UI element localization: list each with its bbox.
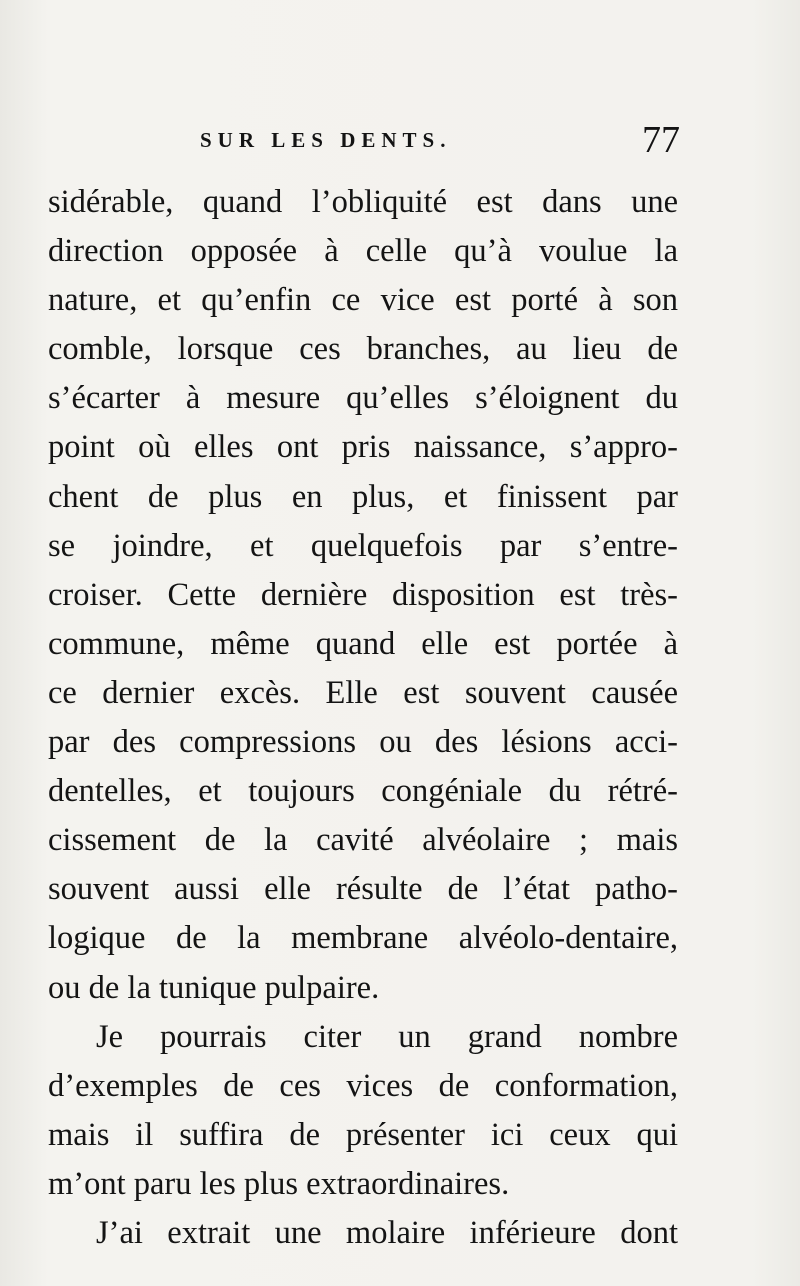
text-line: comble, lorsque ces branches, au lieu de — [48, 331, 678, 368]
text-line: s’écarter à mesure qu’elles s’éloignent du — [48, 380, 678, 417]
body-text — [48, 178, 678, 1258]
text-line: nature, et qu’enfin ce vice est porté à son — [48, 282, 678, 319]
text-line: mais il suffira de présenter ici ceux qui — [48, 1116, 678, 1153]
text-line: dentelles, et toujours congéniale du rétré- — [48, 773, 678, 810]
text-line: J’ai extrait une molaire inférieure dont — [96, 1214, 678, 1251]
text-line: m’ont paru les plus extraordinaires. — [48, 1165, 510, 1202]
text-line: logique de la membrane alvéolo-dentaire, — [48, 920, 678, 957]
text-line: Je pourrais citer un grand nombre — [96, 1018, 678, 1055]
text-line: sidérable, quand l’obliquité est dans une — [48, 184, 678, 220]
running-title: SUR LES DENTS. — [200, 128, 452, 152]
text-line: croiser. Cette dernière disposition est très- — [48, 576, 678, 613]
text-line: direction opposée à celle qu’à voulue la — [48, 233, 678, 270]
text-line: point où elles ont pris naissance, s’appro- — [48, 429, 678, 466]
page-number: 77 — [642, 119, 680, 161]
text-line: ou de la tunique pulpaire. — [48, 969, 380, 1006]
text-line: commune, même quand elle est portée à — [48, 625, 678, 662]
text-line: chent de plus en plus, et finissent par — [48, 478, 678, 515]
text-line: par des compressions ou des lésions acci- — [48, 724, 678, 761]
text-line: se joindre, et quelquefois par s’entre- — [48, 527, 678, 564]
text-line: souvent aussi elle résulte de l’état patho- — [48, 871, 678, 908]
text-line: d’exemples de ces vices de conformation, — [48, 1067, 678, 1104]
text-line: cissement de la cavité alvéolaire ; mais — [48, 822, 678, 859]
page-header — [200, 118, 680, 168]
text-line: ce dernier excès. Elle est souvent causée — [48, 674, 678, 711]
